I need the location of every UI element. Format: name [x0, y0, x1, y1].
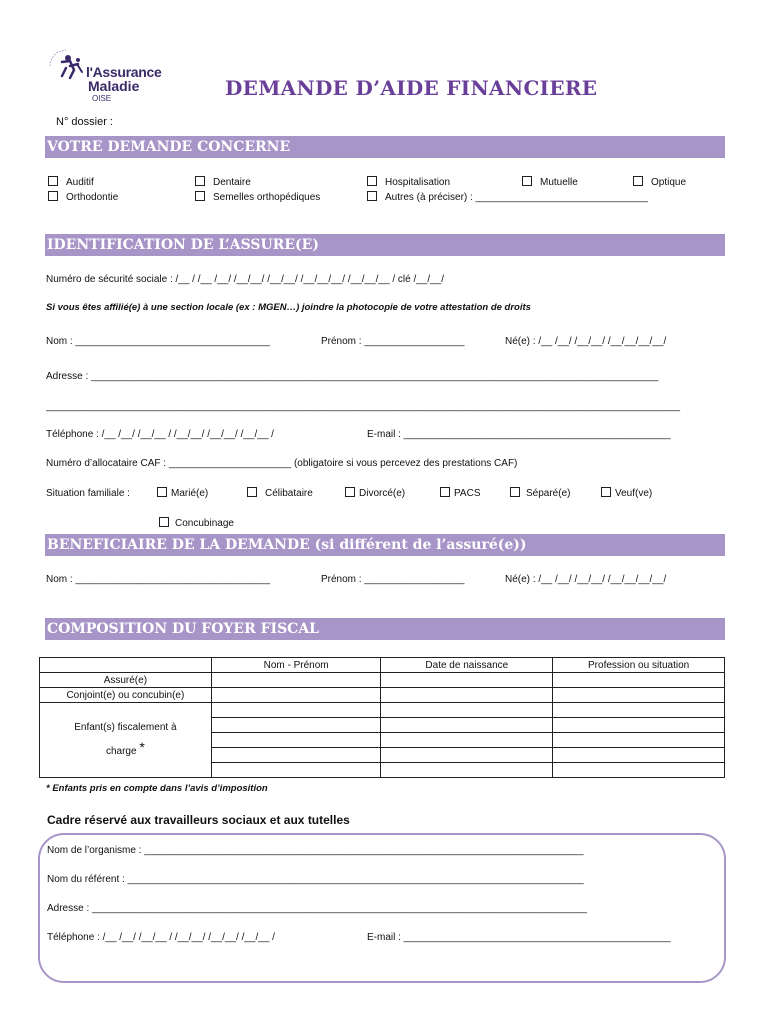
table-header-cell	[40, 658, 212, 673]
affiliation-note: Si vous êtes affilié(e) à une section locale (ex : MGEN…) joindre la photocopie de votre attestation de droits	[46, 302, 531, 313]
row-label-conjoint: Conjoint(e) ou concubin(e)	[40, 688, 212, 703]
organisme-field[interactable]: Nom de l’organisme : _______________________________________________________________________________	[47, 845, 584, 856]
logo-figures-icon	[44, 46, 88, 86]
enfants-label-line1: Enfant(s) fiscalement à	[74, 722, 177, 733]
checkbox-orthodontie[interactable]: Orthodontie	[48, 191, 118, 203]
referent-field[interactable]: Nom du référent : __________________________________________________________________________________	[47, 874, 584, 885]
logo-line1: l'Assurance	[86, 64, 162, 80]
table-cell[interactable]	[381, 688, 553, 703]
checkbox-divorce[interactable]: Divorcé(e)	[345, 487, 405, 499]
cadre-telephone-field[interactable]: Téléphone : /__ /__/ /__/__ / /__/__/ /__/__/ /__/__ /	[47, 932, 275, 943]
table-row	[40, 703, 725, 718]
beneficiaire-naissance-field[interactable]: Né(e) : /__ /__/ /__/__/ /__/__/__/__/	[505, 574, 667, 585]
table-header-cell: Date de naissance	[381, 658, 553, 673]
telephone-field[interactable]: Téléphone : /__ /__/ /__/__ / /__/__/ /__/__/ /__/__ /	[46, 429, 274, 440]
enfants-note: * Enfants pris en compte dans l’avis d’imposition	[46, 783, 268, 794]
table-cell[interactable]	[211, 718, 381, 733]
table-cell[interactable]	[553, 748, 725, 763]
logo-line3: OISE	[92, 94, 112, 103]
table-cell[interactable]	[211, 763, 381, 778]
cadre-adresse-field[interactable]: Adresse : _________________________________________________________________________________________	[47, 903, 587, 914]
section-foyer-header: COMPOSITION DU FOYER FISCAL	[45, 618, 725, 640]
table-cell[interactable]	[381, 673, 553, 688]
table-row	[40, 673, 725, 688]
table-cell[interactable]	[553, 733, 725, 748]
checkbox-separe[interactable]: Séparé(e)	[510, 487, 570, 499]
table-cell[interactable]	[381, 718, 553, 733]
email-field[interactable]: E-mail : ________________________________________________	[367, 429, 671, 440]
table-cell[interactable]	[211, 703, 381, 718]
enfants-label-line2: charge	[105, 746, 137, 757]
beneficiaire-prenom-field[interactable]: Prénom : __________________	[321, 574, 465, 585]
section-identification-header: IDENTIFICATION DE L’ASSURE(E)	[45, 234, 725, 256]
table-cell[interactable]	[553, 703, 725, 718]
checkbox-optique[interactable]: Optique	[633, 176, 686, 188]
checkbox-pacs[interactable]: PACS	[440, 487, 481, 499]
table-cell[interactable]	[553, 673, 725, 688]
table-cell[interactable]	[211, 688, 381, 703]
cadre-email-field[interactable]: E-mail : ________________________________________________	[367, 932, 671, 943]
page-title: DEMANDE D’AIDE FINANCIERE	[225, 76, 598, 100]
table-header-row	[40, 658, 725, 673]
caf-field[interactable]: Numéro d’allocataire CAF : ______________________ (obligatoire si vous percevez des prestations CAF)	[46, 458, 518, 469]
secu-number-field[interactable]: Numéro de sécurité sociale : /__ / /__ /__/ /__/__/ /__/__/ /__/__/__/ /__/__/__ / clé /__/__/	[46, 274, 445, 285]
table-header-cell: Profession ou situation	[553, 658, 725, 673]
table-cell[interactable]	[211, 673, 381, 688]
section-demande-header: VOTRE DEMANDE CONCERNE	[45, 136, 725, 158]
table-cell[interactable]	[381, 763, 553, 778]
naissance-field[interactable]: Né(e) : /__ /__/ /__/__/ /__/__/__/__/	[505, 336, 667, 347]
checkbox-auditif[interactable]: Auditif	[48, 176, 94, 188]
adresse-field-line2[interactable]: __________________________________________________________________________________________________________________	[46, 401, 681, 412]
checkbox-hospitalisation[interactable]: Hospitalisation	[367, 176, 450, 188]
table-cell[interactable]	[553, 718, 725, 733]
cadre-title: Cadre réservé aux travailleurs sociaux et aux tutelles	[47, 813, 350, 827]
foyer-table	[39, 657, 725, 778]
checkbox-autres[interactable]: Autres (à préciser) : _______________________________	[367, 191, 648, 203]
checkbox-mutuelle[interactable]: Mutuelle	[522, 176, 578, 188]
checkbox-celibataire[interactable]: Célibataire	[247, 487, 313, 499]
nom-field[interactable]: Nom : ___________________________________	[46, 336, 271, 347]
checkbox-semelles[interactable]: Semelles orthopédiques	[195, 191, 320, 203]
adresse-field[interactable]: Adresse : ______________________________________________________________________________________________________	[46, 371, 659, 382]
table-cell[interactable]	[381, 748, 553, 763]
row-label-assure: Assuré(e)	[40, 673, 212, 688]
table-cell[interactable]	[211, 733, 381, 748]
table-header-cell: Nom - Prénom	[211, 658, 381, 673]
table-row	[40, 688, 725, 703]
beneficiaire-nom-field[interactable]: Nom : ___________________________________	[46, 574, 271, 585]
section-beneficiaire-header: BENEFICIAIRE DE LA DEMANDE (si différent de l’assuré(e))	[45, 534, 725, 556]
table-cell[interactable]	[553, 763, 725, 778]
checkbox-veuf[interactable]: Veuf(ve)	[601, 487, 652, 499]
table-cell[interactable]	[381, 703, 553, 718]
table-cell[interactable]	[381, 733, 553, 748]
row-label-enfants	[40, 703, 212, 778]
situation-label: Situation familiale :	[46, 488, 130, 499]
checkbox-marie[interactable]: Marié(e)	[157, 487, 208, 499]
checkbox-concubinage[interactable]: Concubinage	[159, 517, 234, 529]
checkbox-dentaire[interactable]: Dentaire	[195, 176, 251, 188]
table-cell[interactable]	[553, 688, 725, 703]
prenom-field[interactable]: Prénom : __________________	[321, 336, 465, 347]
asterisk: *	[139, 739, 145, 755]
assurance-maladie-logo	[44, 46, 174, 106]
dossier-label: N° dossier :	[56, 116, 113, 128]
table-cell[interactable]	[211, 748, 381, 763]
logo-line2: Maladie	[88, 78, 140, 94]
